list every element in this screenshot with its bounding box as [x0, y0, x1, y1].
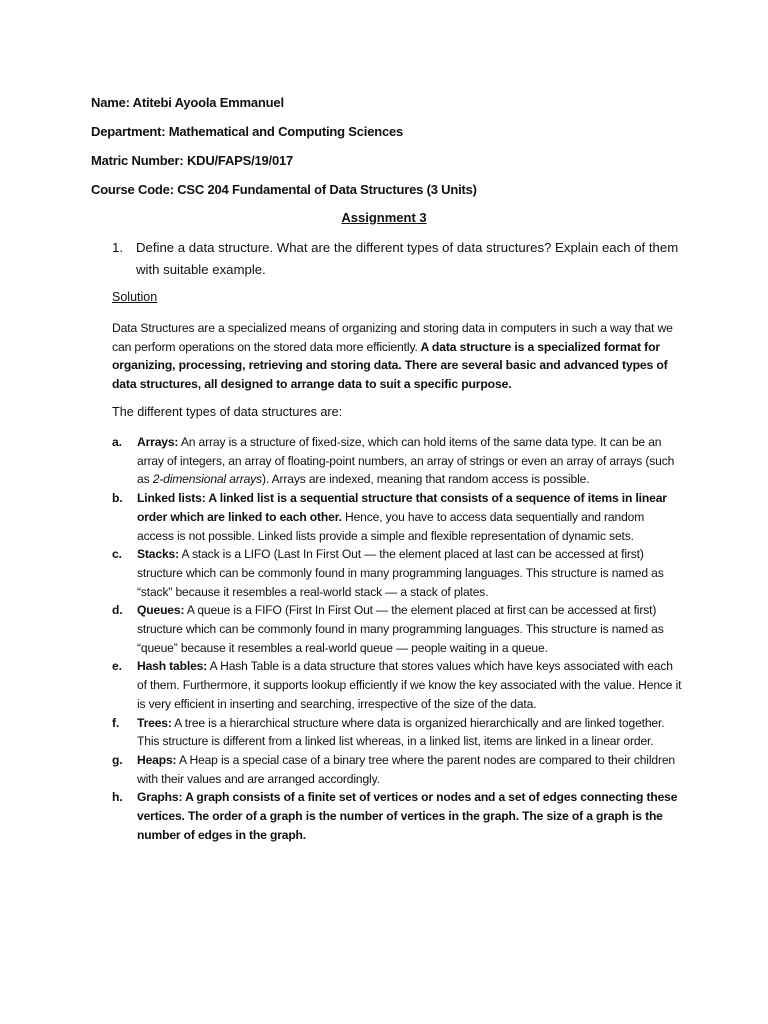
- term-hash-tables: Hash tables:: [137, 659, 208, 674]
- list-item-hash-tables: [112, 657, 682, 713]
- term-heaps: Heaps:: [137, 752, 177, 767]
- types-heading: The different types of data structures are:: [112, 405, 343, 419]
- list-marker: g.: [112, 752, 123, 767]
- list-marker: f.: [112, 715, 120, 730]
- question-text: Define a data structure. What are the different types of data structures? Explain each of them with suitable example.: [136, 240, 679, 277]
- term-linked-lists: Linked lists:: [137, 491, 206, 506]
- term-graphs: Graphs:: [137, 790, 183, 805]
- assignment-title: Assignment 3: [341, 210, 427, 225]
- question-number: 1.: [112, 240, 123, 255]
- term-queues: Queues:: [137, 603, 185, 618]
- list-marker: d.: [112, 603, 123, 618]
- definition-text: A Hash Table is a data structure that stores values which have keys associated with each of them. Furthermore, it supports lookup efficiently if we know the key associated with the value. Hence it is very efficient in inserting and searching, irrespective of the size of the data.: [137, 659, 682, 711]
- definition-text: A queue is a FIFO (First In First Out — the element placed at first can be accessed at first) structure which can be commonly found in many programming languages. This structure is named as “queue” because it resembles a real-world queue — people waiting in a queue.: [137, 603, 664, 655]
- list-item-stacks: [112, 545, 682, 601]
- list-marker: h.: [112, 790, 123, 805]
- list-marker: b.: [112, 491, 123, 506]
- list-marker: e.: [112, 659, 122, 674]
- course-code: Course Code: CSC 204 Fundamental of Data Structures (3 Units): [91, 182, 477, 197]
- intro-bold: A data structure is a specialized format for organizing, processing, retrieving and storing data. There are several basic and advanced types of data structures, all designed to arrange data to suit a specific purpose.: [112, 339, 668, 392]
- matric-number: Matric Number: KDU/FAPS/19/017: [91, 153, 294, 168]
- definition-text: An array is a structure of fixed-size, which can hold items of the same data type. It can be an array of integers, an array of floating-point numbers, an array of strings or even an array of arrays (such as: [137, 435, 675, 487]
- list-marker: a.: [112, 435, 122, 449]
- term-stacks: Stacks:: [137, 547, 179, 562]
- definition-text: Hence, you have to access data sequentially and random access is not possible. Linked lists provide a simple and flexible representation of dynamic sets.: [137, 509, 645, 543]
- term-trees: Trees:: [137, 715, 172, 730]
- definition-text: A Heap is a special case of a binary tree where the parent nodes are compared to their children with their values and are arranged accordingly.: [137, 752, 675, 786]
- definition-italic: 2-dimensional arrays: [152, 472, 262, 487]
- definition-text: A stack is a LIFO (Last In First Out — the element placed at last can be accessed at first) structure which can be commonly found in many programming languages. This structure is named as “stack” because it resembles a real-world stack — a stack of plates.: [137, 547, 664, 599]
- intro-paragraph: [112, 319, 680, 394]
- list-item-linked-lists: [112, 489, 682, 545]
- list-marker: c.: [112, 547, 122, 562]
- term-arrays: Arrays:: [137, 435, 179, 449]
- intro-plain: Data Structures are a specialized means of organizing and storing data in computers in such a way that we can perform operations on the stored data more efficiently.: [112, 321, 673, 354]
- list-item-heaps: [112, 751, 682, 788]
- list-item-trees: [112, 714, 682, 751]
- department: Department: Mathematical and Computing Sciences: [91, 124, 404, 139]
- definition-text: ). Arrays are indexed, meaning that random access is possible.: [261, 472, 590, 487]
- definition-bold: A linked list is a sequential structure that consists of a sequence of items in linear order which are linked to each other.: [137, 491, 667, 524]
- list-item-queues: [112, 601, 682, 657]
- definition-bold: A graph consists of a finite set of vertices or nodes and a set of edges connecting these vertices. The order of a graph is the number of vertices in the graph. The size of a graph is the number of edges in the graph.: [137, 790, 678, 842]
- definition-text: A tree is a hierarchical structure where data is organized hierarchically and are linked together. This structure is different from a linked list whereas, in a linked list, items are linked in a linear order.: [137, 715, 665, 749]
- student-name: Name: Atitebi Ayoola Emmanuel: [91, 95, 284, 110]
- types-list: [112, 433, 682, 844]
- list-item-arrays: [112, 433, 682, 489]
- list-item-graphs: [112, 788, 682, 844]
- solution-label: Solution: [112, 290, 158, 304]
